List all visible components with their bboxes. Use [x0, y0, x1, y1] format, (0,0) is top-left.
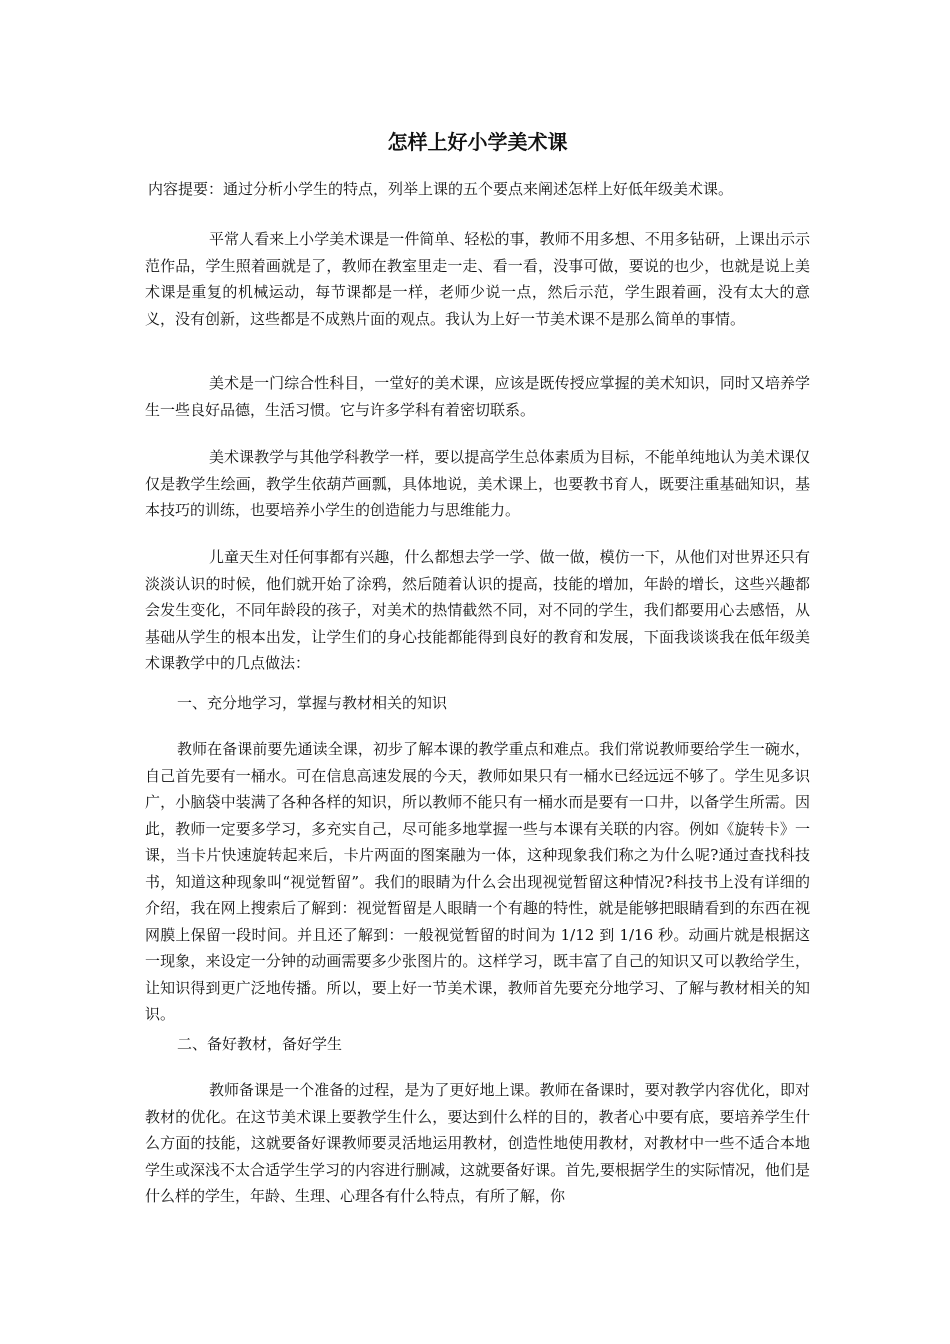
paragraph: 美术是一门综合性科目，一堂好的美术课，应该是既传授应掌握的美术知识，同时又培养学生一些良好品德，生活习惯。它与许多学科有着密切联系。 [145, 374, 810, 419]
paragraph: 美术课教学与其他学科教学一样，要以提高学生总体素质为目标，不能单纯地认为美术课仅仅是教学生绘画，教学生依葫芦画瓢，具体地说，美术课上，也要教书育人，既要注重基础知识，基本技巧的训练，也要培养小学生的创造能力与思维能力。 [145, 448, 810, 519]
section-heading-1: 一、充分地学习，掌握与教材相关的知识 [177, 694, 448, 712]
paragraph: 平常人看来上小学美术课是一件简单、轻松的事，教师不用多想、不用多钻研，上课出示示范作品，学生照着画就是了，教师在教室里走一走、看一看，没事可做，要说的也少，也就是说上美术课是重复的机械运动，每节课都是一样，老师少说一点，然后示范，学生跟着画，没有太大的意义，没有创新，这些都是不成熟片面的观点。我认为上好一节美术课不是那么简单的事情。 [145, 230, 810, 328]
paragraph: 儿童天生对任何事都有兴趣，什么都想去学一学、做一做，模仿一下，从他们对世界还只有淡淡认识的时候，他们就开始了涂鸦，然后随着认识的提高，技能的增加，年龄的增长，这些兴趣都会发生变化，不同年龄段的孩子，对美术的热情截然不同，对不同的学生，我们都要用心去感悟，从基础从学生的根本出发，让学生们的身心技能都能得到良好的教育和发展，下面我谈谈我在低年级美术课教学中的几点做法： [145, 548, 810, 672]
section-2-body: 教师备课是一个准备的过程，是为了更好地上课。教师在备课时，要对教学内容优化，即对教材的优化。在这节美术课上要教学生什么，要达到什么样的目的，教者心中要有底，要培养学生什么方面的技能，这就要备好课教师要灵活地运用教材，创造性地使用教材，对教材中一些不适合本地学生或深浅不太合适学生学习的内容进行删减，这就要备好课。首先,要根据学生的实际情况，他们是什么样的学生，年龄、生理、心理各有什么特点，有所了解，你 [145, 1081, 810, 1205]
section-1-body: 教师在备课前要先通读全课，初步了解本课的教学重点和难点。我们常说教师要给学生一碗水，自己首先要有一桶水。可在信息高速发展的今天，教师如果只有一桶水已经远远不够了。学生见多识广，小脑袋中装满了各种各样的知识，所以教师不能只有一桶水而是要有一口井，以备学生所需。因此，教师一定要多学习，多充实自己，尽可能多地掌握一些与本课有关联的内容。例如《旋转卡》一课，当卡片快速旋转起来后，卡片两面的图案融为一体，这种现象我们称之为什么呢?通过查找科技书，知道这种现象叫“视觉暂留”。我们的眼睛为什么会出现视觉暂留这种情况?科技书上没有详细的介绍，我在网上搜索后了解到：视觉暂留是人眼睛一个有趣的特性，就是能够把眼睛看到的东西在视网膜上保留一段时间。并且还了解到：一般视觉暂留的时间为 1/12 到 1/16 秒。动画片就是根据这一现象，来设定一分钟的动画需要多少张图片的。这样学习，既丰富了自己的知识又可以教给学生，让知识得到更广泛地传播。所以，要上好一节美术课，教师首先要充分地学习、了解与教材相关的知识。 [145, 740, 810, 1023]
section-heading-2: 二、备好教材，备好学生 [177, 1035, 343, 1053]
document-title: 怎样上好小学美术课 [387, 130, 568, 154]
abstract: 内容提要：通过分析小学生的特点，列举上课的五个要点来阐述怎样上好低年级美术课。 [148, 180, 734, 198]
